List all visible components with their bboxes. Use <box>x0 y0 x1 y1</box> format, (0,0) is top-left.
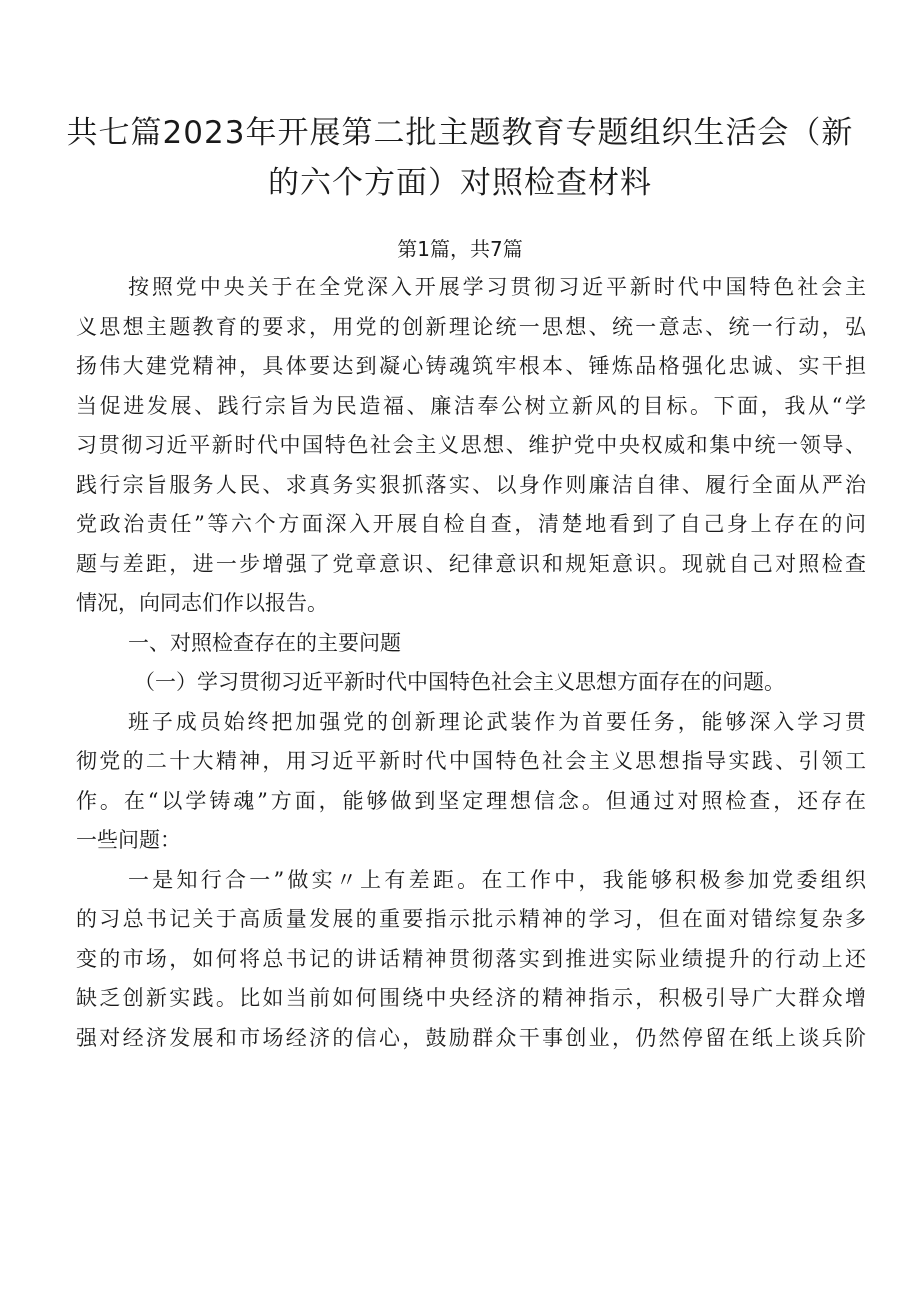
text-line: 当促进发展、践行宗旨为民造福、廉洁奉公树立新风的目标。下面，我从“学 <box>76 393 866 418</box>
text-line: 一是知行合一”做实〃上有差距。在工作中，我能够积极参加党委组织 <box>128 867 866 892</box>
paragraph-study <box>76 703 866 861</box>
section-subheading: （一）学习贯彻习近平新时代中国特色社会主义思想方面存在的问题。 <box>134 670 785 694</box>
text-line: 缺乏创新实践。比如当前如何围绕中央经济的精神指示，积极引导广大群众增 <box>76 986 866 1010</box>
document-body <box>76 268 866 1058</box>
title-line: 的六个方面）对照检查材料 <box>268 165 652 201</box>
part-label: 第1篇，共7篇 <box>397 237 523 261</box>
text-line: 作。在“以学铸魂”方面，能够做到坚定理想信念。但通过对照检查，还存在 <box>76 788 866 813</box>
text-line: 党政治责任”等六个方面深入开展自检自查，清楚地看到了自己身上存在的问 <box>76 512 866 536</box>
text-line: 情况，向同志们作以报告。 <box>76 591 328 615</box>
text-line: 强对经济发展和市场经济的信心，鼓励群众干事创业，仍然停留在纸上谈兵阶 <box>76 1025 866 1050</box>
section-heading: 一、对照检查存在的主要问题 <box>128 630 401 655</box>
title-line: 共七篇2023年开展第二批主题教育专题组织生活会（新 <box>66 115 854 151</box>
text-line: 义思想主题教育的要求，用党的创新理论统一思想、统一意志、统一行动，弘 <box>76 314 866 339</box>
text-line: 变的市场，如何将总书记的讲话精神贯彻落实到推进实际业绩提升的行动上还 <box>76 946 866 971</box>
text-line: 彻党的二十大精神，用习近平新时代中国特色社会主义思想指导实践、引领工 <box>76 749 866 773</box>
text-line: 习贯彻习近平新时代中国特色社会主义思想、维护党中央权威和集中统一领导、 <box>76 433 866 457</box>
paragraph-issue-one <box>76 861 866 1059</box>
document-title <box>60 108 860 208</box>
paragraph-intro <box>76 268 866 624</box>
text-line: 践行宗旨服务人民、求真务实狠抓落实、以身作则廉洁自律、履行全面从严治 <box>76 472 866 497</box>
text-line: 按照党中央关于在全党深入开展学习贯彻习近平新时代中国特色社会主 <box>128 275 866 299</box>
text-line: 班子成员始终把加强党的创新理论武装作为首要任务，能够深入学习贯 <box>128 709 866 734</box>
text-line: 题与差距，进一步增强了党章意识、纪律意识和规矩意识。现就自己对照检查 <box>76 551 866 576</box>
text-line: 的习总书记关于高质量发展的重要指示批示精神的学习，但在面对错综复杂多 <box>76 907 866 931</box>
text-line: 扬伟大建党精神，具体要达到凝心铸魂筑牢根本、锤炼品格强化忠诚、实干担 <box>76 354 866 378</box>
text-line: 一些问题： <box>76 828 181 852</box>
